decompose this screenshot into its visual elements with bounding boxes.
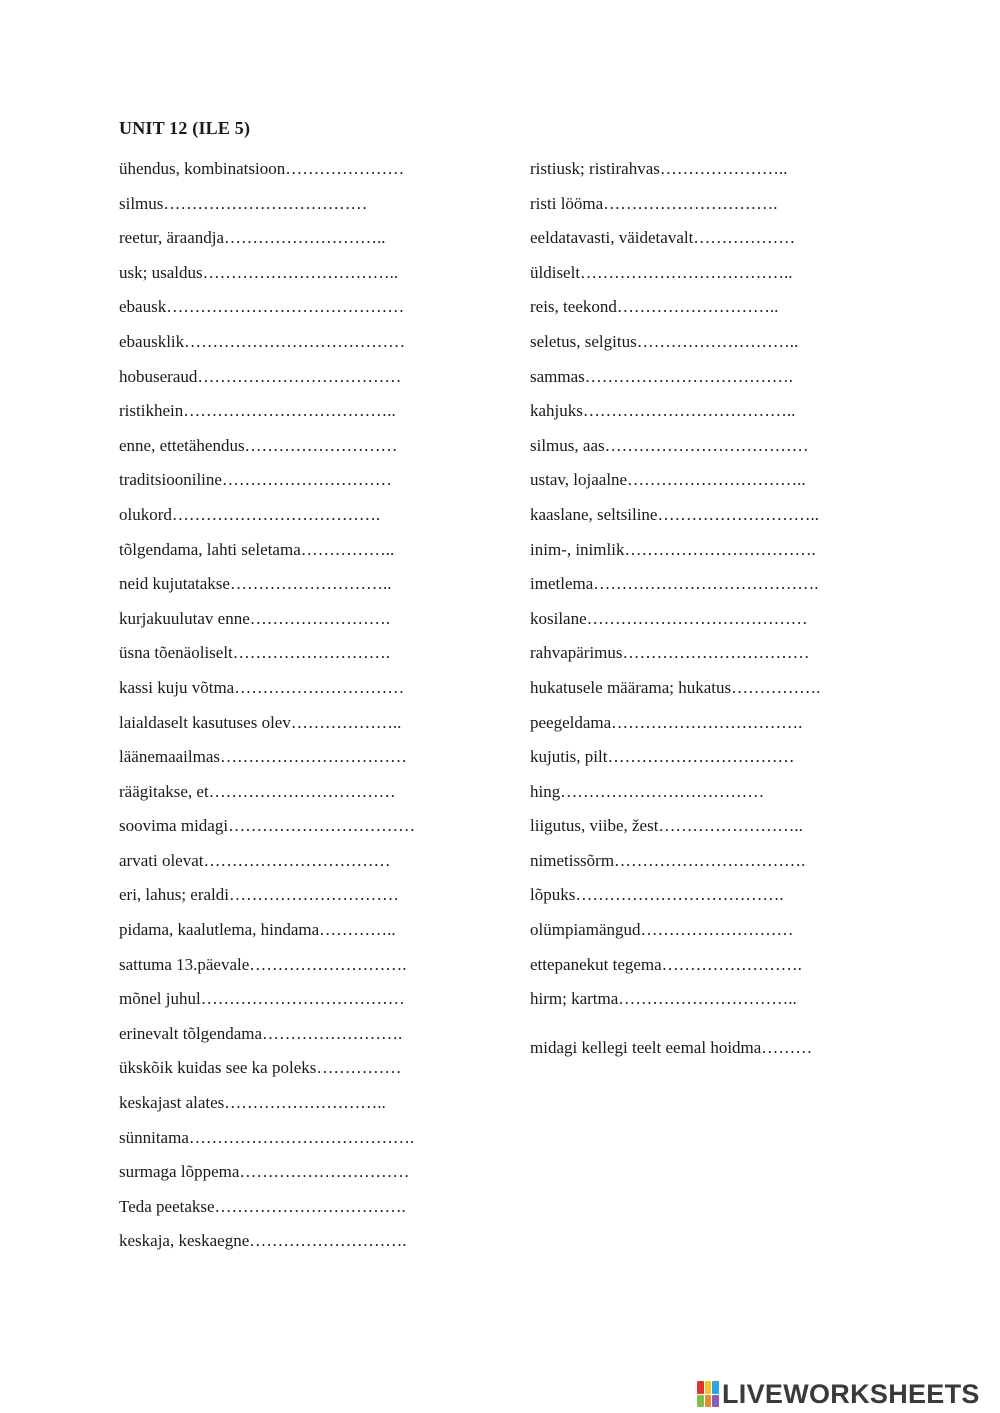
vocabulary-item: eeldatavasti, väidetavalt……………… <box>530 228 796 248</box>
vocabulary-item: liigutus, viibe, žest…………………….. <box>530 816 803 836</box>
vocabulary-item: ettepanekut tegema……………………. <box>530 954 802 974</box>
vocabulary-item: traditsiooniline………………………… <box>119 470 392 490</box>
vocabulary-item: hobuseraud……………………………… <box>119 366 402 386</box>
right-vocabulary-column <box>530 152 820 1065</box>
vocabulary-item: reetur, äraandja……………………….. <box>119 228 386 248</box>
vocabulary-item: olukord………………………………. <box>119 504 381 524</box>
vocabulary-item: arvati olevat…………………………… <box>119 850 391 870</box>
vocabulary-item: keskaja, keskaegne………………………. <box>119 1231 407 1251</box>
vocabulary-item: silmus……………………………… <box>119 193 368 213</box>
logo-square <box>712 1395 719 1408</box>
vocabulary-item: ühendus, kombinatsioon………………… <box>119 159 405 178</box>
logo-square <box>697 1381 704 1394</box>
vocabulary-item: olümpiamängud……………………… <box>530 920 794 940</box>
vocabulary-item: hing……………………………… <box>530 781 765 801</box>
vocabulary-item: Teda peetakse……………………………. <box>119 1196 406 1216</box>
vocabulary-item: inim-, inimlik……………………………. <box>530 539 816 559</box>
vocabulary-item: silmus, aas……………………………… <box>530 435 809 455</box>
liveworksheets-logo-icon <box>697 1381 719 1407</box>
vocabulary-item: hukatusele määrama; hukatus……………. <box>530 677 821 697</box>
vocabulary-item: ristiusk; ristirahvas………………….. <box>530 159 788 178</box>
vocabulary-item: ristikhein……………………………….. <box>119 401 396 421</box>
vocabulary-item: kurjakuulutav enne……………………. <box>119 608 391 628</box>
vocabulary-item: mõnel juhul……………………………… <box>119 989 405 1009</box>
vocabulary-item: risti lööma…………………………. <box>530 193 778 213</box>
logo-square <box>712 1381 719 1394</box>
logo-square <box>705 1395 712 1408</box>
vocabulary-item: ükskõik kuidas see ka poleks…………… <box>119 1058 402 1078</box>
liveworksheets-brand[interactable] <box>697 1376 980 1412</box>
vocabulary-item: sammas………………………………. <box>530 366 794 386</box>
vocabulary-item: pidama, kaalutlema, hindama………….. <box>119 920 396 940</box>
vocabulary-item: eri, lahus; eraldi………………………… <box>119 885 399 905</box>
vocabulary-item: soovima midagi…………………………… <box>119 816 416 836</box>
vocabulary-item: enne, ettetähendus……………………… <box>119 435 398 455</box>
vocabulary-item: kahjuks……………………………….. <box>530 401 796 421</box>
vocabulary-item: üsna tõenäoliselt………………………. <box>119 643 391 663</box>
vocabulary-item: rahvapärimus…………………………… <box>530 643 810 663</box>
vocabulary-item: reis, teekond……………………….. <box>530 297 779 317</box>
vocabulary-item: kujutis, pilt…………………………… <box>530 747 795 767</box>
logo-square <box>697 1395 704 1408</box>
vocabulary-item: ebausklik………………………………… <box>119 331 406 351</box>
vocabulary-item: sattuma 13.päevale………………………. <box>119 954 407 974</box>
vocabulary-item: imetlema…………………………………. <box>530 574 819 594</box>
vocabulary-item: laialdaselt kasutuses olev……………….. <box>119 712 402 732</box>
vocabulary-item: räägitakse, et…………………………… <box>119 781 396 801</box>
vocabulary-item: sünnitama…………………………………. <box>119 1127 415 1147</box>
page-title: UNIT 12 (ILE 5) <box>119 118 251 138</box>
vocabulary-item: nimetissõrm……………………………. <box>530 850 806 870</box>
vocabulary-item: tõlgendama, lahti seletama…………….. <box>119 539 395 559</box>
vocabulary-item: hirm; kartma………………………….. <box>530 989 797 1009</box>
vocabulary-item: erinevalt tõlgendama……………………. <box>119 1023 403 1043</box>
vocabulary-item: midagi kellegi teelt eemal hoidma……… <box>530 1037 813 1057</box>
vocabulary-item: usk; usaldus…………………………….. <box>119 262 399 282</box>
vocabulary-item: üldiselt……………………………….. <box>530 262 793 282</box>
left-vocabulary-column <box>119 152 415 1259</box>
vocabulary-item: lõpuks………………………………. <box>530 885 784 905</box>
vocabulary-item: läänemaailmas…………………………… <box>119 747 408 767</box>
vocabulary-item: surmaga lõppema………………………… <box>119 1162 410 1182</box>
brand-name: LIVEWORKSHEETS <box>722 1378 980 1409</box>
vocabulary-item: peegeldama……………………………. <box>530 712 803 732</box>
vocabulary-item: kaaslane, seltsiline……………………….. <box>530 504 819 524</box>
vocabulary-item: seletus, selgitus……………………….. <box>530 331 799 351</box>
logo-square <box>705 1381 712 1394</box>
vocabulary-item: ebausk…………………………………… <box>119 297 405 317</box>
vocabulary-item: neid kujutatakse……………………….. <box>119 574 392 594</box>
vocabulary-item: kassi kuju võtma………………………… <box>119 677 405 697</box>
vocabulary-item: ustav, lojaalne………………………….. <box>530 470 806 490</box>
vocabulary-item: keskajast alates……………………….. <box>119 1093 386 1113</box>
vocabulary-item: kosilane………………………………… <box>530 608 808 628</box>
